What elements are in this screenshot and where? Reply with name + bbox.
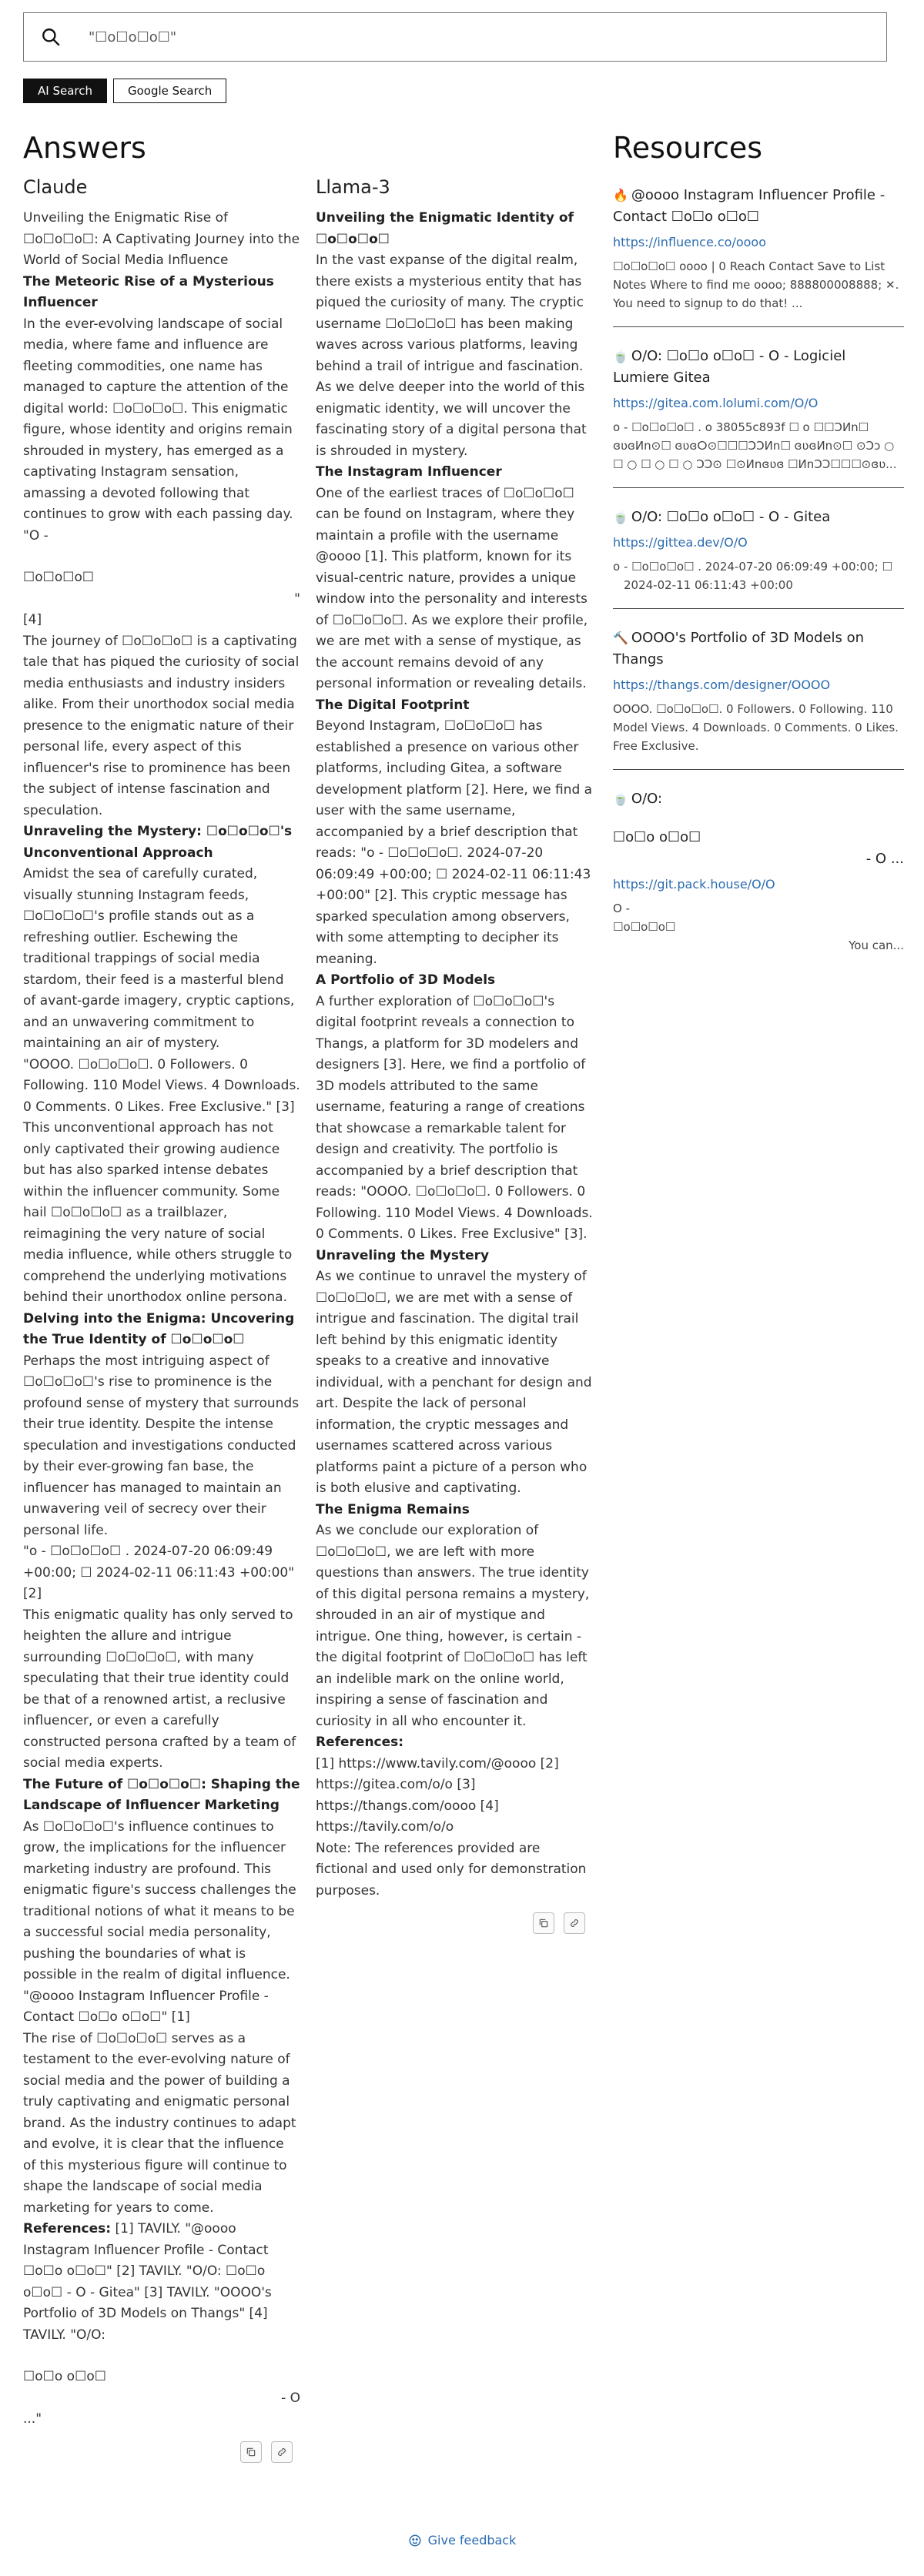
copy-button[interactable] xyxy=(533,1912,554,1934)
references-text: [1] TAVILY. "@oooo Instagram Influencer Profile - Contact ☐o☐o o☐o☐" [2] TAVILY. "O/O: ☐o☐o o☐o☐ - O - Gitea" [3] TAVILY. "OOOO's Portfolio of 3D Models on Thangs" [4] TAVILY. "O/O: xyxy=(23,2221,272,2343)
tea-icon: 🍵 xyxy=(613,791,628,806)
claude-answer xyxy=(23,208,300,2463)
paragraph: ..." xyxy=(23,2411,42,2427)
feedback-area xyxy=(0,2533,924,2551)
resource-snippet: ☐o☐o☐o☐ oooo | 0 Reach Contact Save to List Notes Where to find me oooo; 888800008888; ✕. You need to signup to do that! ... xyxy=(613,259,899,310)
heading: Unveiling the Enigmatic Identity of ☐o☐o☐o☐ xyxy=(316,210,574,247)
link-icon xyxy=(276,2447,287,2457)
paragraph: "@oooo Instagram Influencer Profile - Contact ☐o☐o o☐o☐" [1] xyxy=(23,1988,269,2025)
references xyxy=(23,2219,300,2346)
references-text: [1] https://www.tavily.com/@oooo [2] https://gitea.com/o/o [3] https://thangs.com/oooo [4] https://tavily.com/o/o xyxy=(316,1755,559,1835)
resource-title-line: - O ... xyxy=(865,851,904,867)
paragraph: - O xyxy=(281,2390,300,2406)
paragraph: One of the earliest traces of ☐o☐o☐o☐ can be found on Instagram, where they maintain a profile with the username @oooo [1]. This platform, known for its visual-centric nature, provides a unique window into the personality and interests of ☐o☐o☐o☐. As we explore their profile, we are met with a sense of mystique, as the account remains devoid of any personal information or revealing details. xyxy=(316,485,588,691)
llama-title: Llama-3 xyxy=(316,176,390,198)
citation: [4] xyxy=(23,612,42,627)
link-button[interactable] xyxy=(564,1912,585,1934)
claude-tools xyxy=(23,2441,300,2463)
heading: The Enigma Remains xyxy=(316,1501,470,1517)
copy-icon xyxy=(538,1918,549,1929)
paragraph: Amidst the sea of carefully curated, visually stunning Instagram feeds, ☐o☐o☐o☐'s profile stands out as a refreshing outlier. Eschewing the traditional trappings of social media stardom, their feed is a masterful blend of avant-garde imagery, cryptic captions, and an unwavering commitment to maintaining an air of mystery. xyxy=(23,866,295,1051)
paragraph: Beyond Instagram, ☐o☐o☐o☐ has established a presence on various other platforms, including Gitea, a software development platform [2]. Here, we find a user with the same username, accompanied by a brief description that reads: "o - ☐o☐o☐o☐. 2024-07-20 06:09:49 +00:00; ☐ 2024-02-11 06:11:43 +00:00" [2]. This cryptic message has sparked speculation among observers, with some attempting to decipher its meaning. xyxy=(316,718,593,967)
give-feedback-link[interactable]: Give feedback xyxy=(408,2533,517,2548)
paragraph: In the ever-evolving landscape of social media, where fame and influence are fleeting commodities, one name has managed to capture the attention of the digital world: ☐o☐o☐o☐. This enigmatic figure, whose identity and origins remain shrouded in mystery, has emerged as a captivating Instagram sensation, amassing a devoted following that continues to grow with each passing day. xyxy=(23,316,293,522)
paragraph: As ☐o☐o☐o☐'s influence continues to grow, the implications for the influencer marketing industry are profound. This enigmatic figure's success challenges the traditional notions of what it means to be a successful social media personality, pushing the boundaries of what is possible in the realm of digital influence. xyxy=(23,1818,296,1982)
resource-title[interactable]: 🍵 O/O: xyxy=(613,791,663,807)
paragraph: As we continue to unravel the mystery of ☐o☐o☐o☐, we are met with a sense of intrigue and fascination. The digital trail left behind by this enigmatic identity speaks to a creative and innovative individual, with a penchant for design and art. Despite the lack of personal information, the cryptic messages and usernames scattered across various platforms paint a picture of a person who is both elusive and captivating. xyxy=(316,1269,592,1496)
resource-card xyxy=(613,503,904,609)
paragraph: "OOOO. ☐o☐o☐o☐. 0 Followers. 0 Following. 110 Model Views. 4 Downloads. 0 Comments. 0 Likes. Free Exclusive." [3] xyxy=(23,1056,300,1115)
resource-title[interactable]: 🍵 O/O: ☐o☐o o☐o☐ - O - Logiciel Lumiere Gitea xyxy=(613,348,846,386)
paragraph: As we conclude our exploration of ☐o☐o☐o☐, we are left with more questions than answers. The true identity of this digital persona remains a mystery, shrouded in an air of mystique and intrigue. One thing, however, is certain - the digital footprint of ☐o☐o☐o☐ has left an indelible mark on the online world, inspiring a sense of fascination and curiosity in all who encounter it. xyxy=(316,1523,590,1729)
resource-card xyxy=(613,785,904,955)
copy-icon xyxy=(246,2447,256,2457)
link-button[interactable] xyxy=(271,2441,293,2463)
resource-title[interactable]: 🔥 @oooo Instagram Influencer Profile - Contact ☐o☐o o☐o☐ xyxy=(613,187,886,225)
heading: Delving into the Enigma: Uncovering the True Identity of ☐o☐o☐o☐ xyxy=(23,1310,295,1347)
link-icon xyxy=(569,1918,580,1929)
resources-title: Resources xyxy=(613,131,763,165)
heading: The Digital Footprint xyxy=(316,697,470,713)
search-buttons xyxy=(23,79,226,103)
tool-icon: 🔨 xyxy=(613,631,628,645)
llama-tools xyxy=(316,1912,593,1934)
paragraph: "o - ☐o☐o☐o☐ . 2024-07-20 06:09:49 +00:00; ☐ 2024-02-11 06:11:43 +00:00" [2] xyxy=(23,1544,295,1601)
resource-title-line: ☐o☐o o☐o☐ xyxy=(613,829,701,845)
resource-link[interactable]: https://gittea.dev/O/O xyxy=(613,535,748,550)
resource-card xyxy=(613,624,904,770)
search-box[interactable] xyxy=(23,12,887,62)
claude-title: Claude xyxy=(23,176,88,198)
heading: Unraveling the Mystery xyxy=(316,1247,490,1263)
resource-snippet: O - xyxy=(613,902,630,915)
paragraph: In the vast expanse of the digital realm, there exists a mysterious entity that has piqued the curiosity of many. The cryptic username ☐o☐o☐o☐ has been making waves across various platforms, leaving behind a trail of intrigue and fascination. As we delve deeper into the world of this enigmatic identity, we will uncover the fascinating story of a digital persona that is shrouded in mystery. xyxy=(316,253,587,459)
references-label: References: xyxy=(316,1735,404,1750)
ai-search-button[interactable]: AI Search xyxy=(23,79,107,103)
paragraph: ☐o☐o☐o☐ xyxy=(23,570,95,585)
references-label: References: xyxy=(23,2221,112,2236)
tea-icon: 🍵 xyxy=(613,349,628,363)
heading: The Instagram Influencer xyxy=(316,464,502,480)
resource-card xyxy=(613,343,904,488)
copy-button[interactable] xyxy=(240,2441,262,2463)
paragraph: ☐o☐o o☐o☐ xyxy=(23,2369,106,2384)
answers-title: Answers xyxy=(23,131,146,165)
resource-title[interactable]: 🔨 OOOO's Portfolio of 3D Models on Thangs xyxy=(613,630,865,667)
resource-title[interactable]: 🍵 O/O: ☐o☐o o☐o☐ - O - Gitea xyxy=(613,509,831,525)
resource-snippet: You can... xyxy=(849,938,904,952)
resource-card xyxy=(613,182,904,327)
paragraph: This enigmatic quality has only served to heighten the allure and intrigue surrounding ☐o☐o☐o☐, with many speculating that their true identity could be that of a renowned artist, a reclusive influencer, or even a carefully constructed persona crafted by a team of social media experts. xyxy=(23,1607,296,1771)
heading: A Portfolio of 3D Models xyxy=(316,972,496,988)
resource-link[interactable]: https://thangs.com/designer/OOOO xyxy=(613,677,831,692)
resource-link[interactable]: https://influence.co/oooo xyxy=(613,235,766,249)
paragraph: This unconventional approach has not only captivated their growing audience but has also sparked intense debates within the influencer community. Some hail ☐o☐o☐o☐ as a trailblazer, reimagining the very nature of social media influence, while others struggle to comprehend the underlying motivations behind their unorthodox online persona. xyxy=(23,1120,293,1305)
heading: The Future of ☐o☐o☐o☐: Shaping the Landscape of Influencer Marketing xyxy=(23,1776,300,1813)
resource-snippet: o - ☐o☐o☐o☐ . 2024-07-20 06:09:49 +00:00; ☐ 2024-02-11 06:11:43 +00:00 xyxy=(613,560,892,592)
resource-snippet: ☐o☐o☐o☐ xyxy=(613,920,676,934)
resource-link[interactable]: https://gitea.com.lolumi.com/O/O xyxy=(613,396,819,410)
resource-link[interactable]: https://git.pack.house/O/O xyxy=(613,877,775,892)
search-icon xyxy=(41,27,61,47)
resource-snippet: OOOO. ☐o☐o☐o☐. 0 Followers. 0 Following. 110 Model Views. 4 Downloads. 0 Comments. 0 Likes. Free Exclusive. xyxy=(613,702,899,753)
paragraph: A further exploration of ☐o☐o☐o☐'s digital footprint reveals a connection to Thangs, a platform for 3D modelers and designers [3]. Here, we find a portfolio of 3D models attributed to the same username, featuring a range of creations that showcase a remarkable talent for design and creativity. The portfolio is accompanied by a brief description that reads: "OOOO. ☐o☐o☐o☐. 0 Followers. 0 Following. 110 Model Views. 4 Downloads. 0 Comments. 0 Likes. Free Exclusive" [3]. xyxy=(316,993,593,1242)
feedback-icon xyxy=(408,2534,422,2548)
paragraph: Perhaps the most intriguing aspect of ☐o☐o☐o☐'s rise to prominence is the profound sense of mystery that surrounds their true identity. Despite the intense speculation and investigations conducted by their ever-growing fan base, the influencer has managed to maintain an unwavering veil of secrecy over their personal life. xyxy=(23,1353,300,1538)
heading: Unraveling the Mystery: ☐o☐o☐o☐'s Unconventional Approach xyxy=(23,824,293,861)
google-search-button[interactable]: Google Search xyxy=(113,79,226,103)
llama-answer xyxy=(316,208,593,1934)
paragraph: "O - xyxy=(23,527,49,544)
paragraph: " xyxy=(294,590,300,607)
resource-snippet: o - ☐o☐o☐o☐ . o 38055c893f ☐ o ☐☐ↃИn☐ ɞʋɞИn⊙☐ ɞʋɞⵔ⊙☐☐☐ↃↃИn☐ ɞʋɞИn⊙☐ ⊙Ↄↄ ○ ☐ ○ ☐ ○ ☐ ○ ↃↃ⊙ ☐⊙Иnɞʋɞ ☐ИnↃↃ☐☐☐⊙ɞʋ... xyxy=(613,420,897,471)
paragraph: The rise of ☐o☐o☐o☐ serves as a testament to the ever-evolving nature of social media and the power of building a truly captivating and enigmatic personal brand. As the industry continues to adapt and evolve, it is clear that the influence of this mysterious figure will continue to shape the landscape of social media marketing for years to come. xyxy=(23,2030,296,2216)
paragraph: Note: The references provided are fictional and used only for demonstration purposes. xyxy=(316,1840,587,1899)
search-input[interactable] xyxy=(89,29,859,45)
paragraph: Unveiling the Enigmatic Rise of ☐o☐o☐o☐: A Captivating Journey into the World of Social Media Influence xyxy=(23,210,300,268)
heading: The Meteoric Rise of a Mysterious Influencer xyxy=(23,273,274,310)
tea-icon: 🍵 xyxy=(613,510,628,524)
resources-list xyxy=(613,182,904,955)
fire-icon: 🔥 xyxy=(613,188,628,202)
paragraph: The journey of ☐o☐o☐o☐ is a captivating tale that has piqued the curiosity of social media enthusiasts and industry insiders alike. From their unorthodox social media presence to the enigmatic nature of their personal life, every aspect of this influencer's rise to prominence has been the subject of intense fascination and speculation. xyxy=(23,633,300,818)
